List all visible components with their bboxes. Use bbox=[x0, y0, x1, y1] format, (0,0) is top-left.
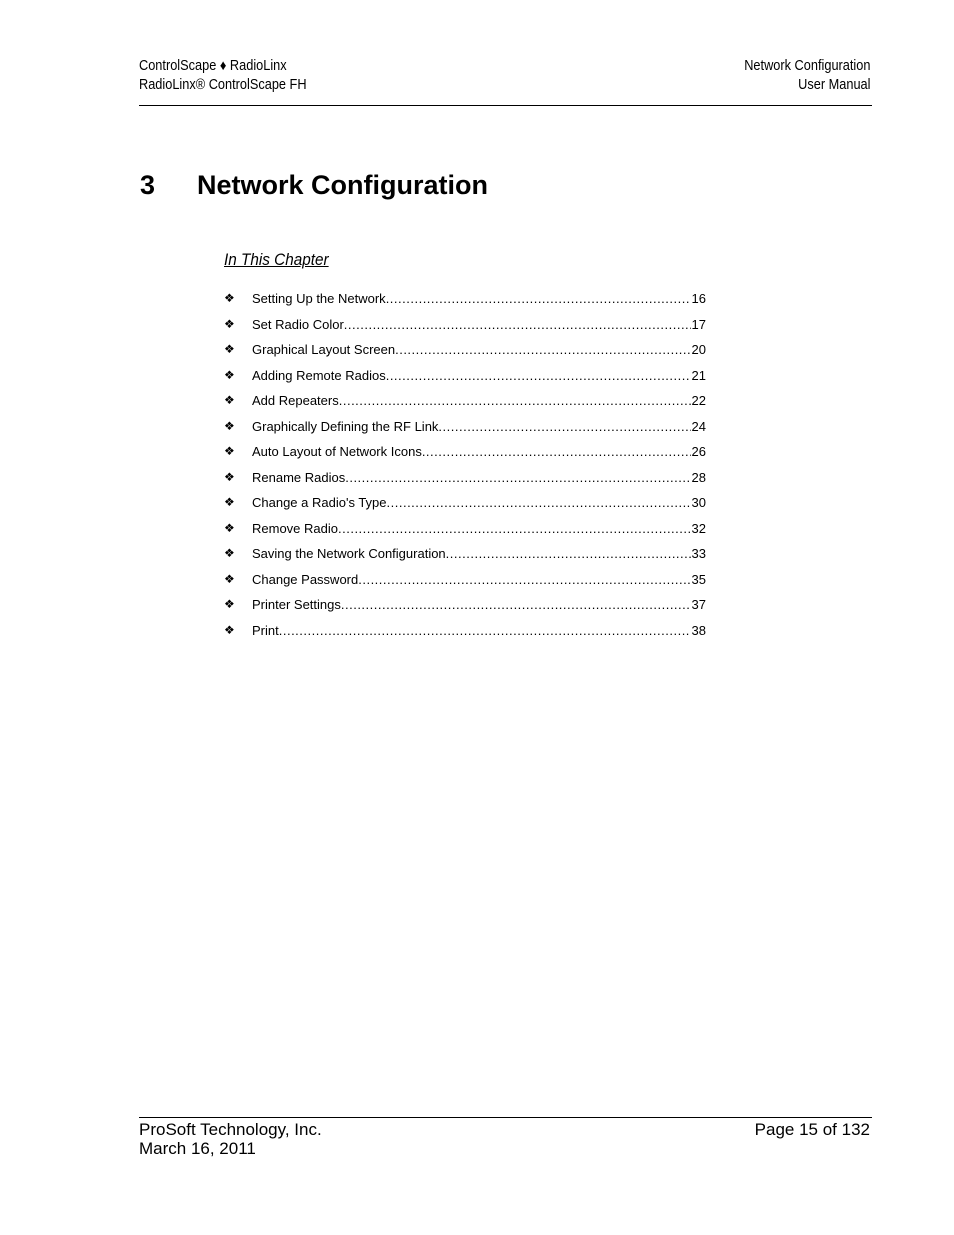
header-section bbox=[744, 57, 870, 95]
toc-entry[interactable] bbox=[224, 341, 706, 367]
toc-entry-page[interactable]: 28 bbox=[691, 469, 706, 485]
toc-entry[interactable] bbox=[224, 367, 706, 393]
toc-entry-page[interactable]: 26 bbox=[691, 444, 706, 459]
diamond-bullet-icon: ❖ bbox=[224, 444, 235, 458]
toc-entry[interactable] bbox=[224, 520, 706, 546]
toc-entry[interactable] bbox=[224, 622, 706, 648]
toc-entry-page[interactable]: 24 bbox=[691, 418, 706, 434]
footer-page-number: Page 15 of 132 bbox=[754, 1120, 870, 1139]
diamond-bullet-icon: ❖ bbox=[224, 520, 235, 535]
toc-entry-title[interactable]: Add Repeaters bbox=[252, 393, 339, 408]
toc-entry[interactable] bbox=[224, 392, 706, 418]
toc-dot-leader bbox=[338, 520, 691, 537]
diamond-bullet-icon: ❖ bbox=[224, 367, 235, 382]
toc-entry-title[interactable]: Change a Radio's Type bbox=[252, 495, 387, 510]
diamond-bullet-icon: ❖ bbox=[224, 495, 235, 509]
toc-entry-title[interactable]: Print bbox=[252, 622, 279, 638]
toc-dot-leader bbox=[387, 494, 691, 511]
footer-page bbox=[755, 1120, 870, 1139]
toc-entry-page[interactable]: 22 bbox=[691, 393, 706, 408]
toc-entry-title[interactable]: Rename Radios bbox=[252, 469, 346, 485]
toc-dot-leader bbox=[422, 443, 691, 460]
toc-entry-title[interactable]: Set Radio Color bbox=[252, 316, 344, 332]
chapter-number: 3 bbox=[140, 170, 156, 200]
toc-entry-page[interactable]: 30 bbox=[691, 495, 706, 510]
toc-dot-leader bbox=[279, 622, 691, 639]
header-product-line1: ControlScape ♦ RadioLinx bbox=[139, 58, 287, 74]
page-header bbox=[139, 57, 872, 106]
toc-entry[interactable] bbox=[224, 571, 706, 597]
diamond-bullet-icon: ❖ bbox=[224, 418, 235, 433]
toc-dot-leader bbox=[344, 316, 691, 333]
toc-entry-page[interactable]: 16 bbox=[691, 291, 706, 306]
page-footer bbox=[139, 1117, 872, 1163]
footer-company bbox=[139, 1120, 322, 1158]
header-section-title: Network Configuration bbox=[743, 58, 870, 74]
toc-dot-leader bbox=[438, 418, 690, 435]
toc-entry[interactable] bbox=[224, 418, 706, 444]
toc-dot-leader bbox=[446, 545, 691, 562]
diamond-bullet-icon: ❖ bbox=[224, 546, 235, 560]
toc-entry-title[interactable]: Printer Settings bbox=[252, 597, 341, 612]
toc-entry-title[interactable]: Saving the Network Configuration bbox=[252, 546, 446, 561]
toc-entry-page[interactable]: 38 bbox=[691, 622, 706, 638]
toc-entry-page[interactable]: 21 bbox=[691, 367, 706, 383]
toc-dot-leader bbox=[358, 571, 690, 588]
diamond-bullet-icon: ❖ bbox=[224, 393, 235, 407]
toc-entry[interactable] bbox=[224, 469, 706, 495]
footer-company-name: ProSoft Technology, Inc. bbox=[139, 1120, 322, 1139]
toc-dot-leader bbox=[386, 290, 691, 307]
toc-entry-title[interactable]: Change Password bbox=[252, 571, 359, 587]
chapter-toc bbox=[224, 290, 706, 647]
footer-date: March 16, 2011 bbox=[139, 1139, 256, 1158]
chapter-title: Network Configuration bbox=[197, 170, 488, 200]
toc-entry-page[interactable]: 35 bbox=[691, 571, 706, 587]
header-product bbox=[139, 57, 307, 95]
toc-entry[interactable] bbox=[224, 494, 706, 520]
toc-entry-page[interactable]: 37 bbox=[691, 597, 706, 612]
toc-entry[interactable] bbox=[224, 545, 706, 571]
toc-entry-title[interactable]: Auto Layout of Network Icons bbox=[252, 444, 422, 459]
toc-dot-leader bbox=[345, 469, 690, 486]
toc-entry-page[interactable]: 32 bbox=[691, 520, 706, 536]
chapter-heading bbox=[140, 170, 488, 201]
toc-entry-title[interactable]: Adding Remote Radios bbox=[252, 367, 386, 383]
toc-dot-leader bbox=[395, 341, 690, 358]
toc-entry[interactable] bbox=[224, 596, 706, 622]
diamond-bullet-icon: ❖ bbox=[224, 622, 235, 637]
diamond-bullet-icon: ❖ bbox=[224, 597, 235, 611]
toc-entry[interactable] bbox=[224, 443, 706, 469]
toc-dot-leader bbox=[386, 367, 691, 384]
toc-entry-title[interactable]: Remove Radio bbox=[252, 520, 338, 536]
diamond-bullet-icon: ❖ bbox=[224, 469, 235, 484]
toc-entry-page[interactable]: 20 bbox=[691, 342, 706, 357]
toc-entry-title[interactable]: Graphically Defining the RF Link bbox=[252, 418, 439, 434]
toc-entry-title[interactable]: Graphical Layout Screen bbox=[252, 342, 396, 357]
diamond-bullet-icon: ❖ bbox=[224, 316, 235, 331]
header-document-type: User Manual bbox=[797, 77, 870, 93]
toc-entry[interactable] bbox=[224, 290, 706, 316]
toc-entry-page[interactable]: 17 bbox=[691, 316, 706, 332]
toc-entry-title[interactable]: Setting Up the Network bbox=[252, 291, 386, 306]
diamond-bullet-icon: ❖ bbox=[224, 291, 235, 305]
diamond-bullet-icon: ❖ bbox=[224, 571, 235, 586]
in-this-chapter-heading: In This Chapter bbox=[224, 250, 329, 269]
toc-dot-leader bbox=[339, 392, 691, 409]
toc-entry-page[interactable]: 33 bbox=[691, 546, 706, 561]
toc-dot-leader bbox=[341, 596, 691, 613]
header-product-line2: RadioLinx® ControlScape FH bbox=[139, 77, 307, 93]
diamond-bullet-icon: ❖ bbox=[224, 342, 235, 356]
toc-entry[interactable] bbox=[224, 316, 706, 342]
